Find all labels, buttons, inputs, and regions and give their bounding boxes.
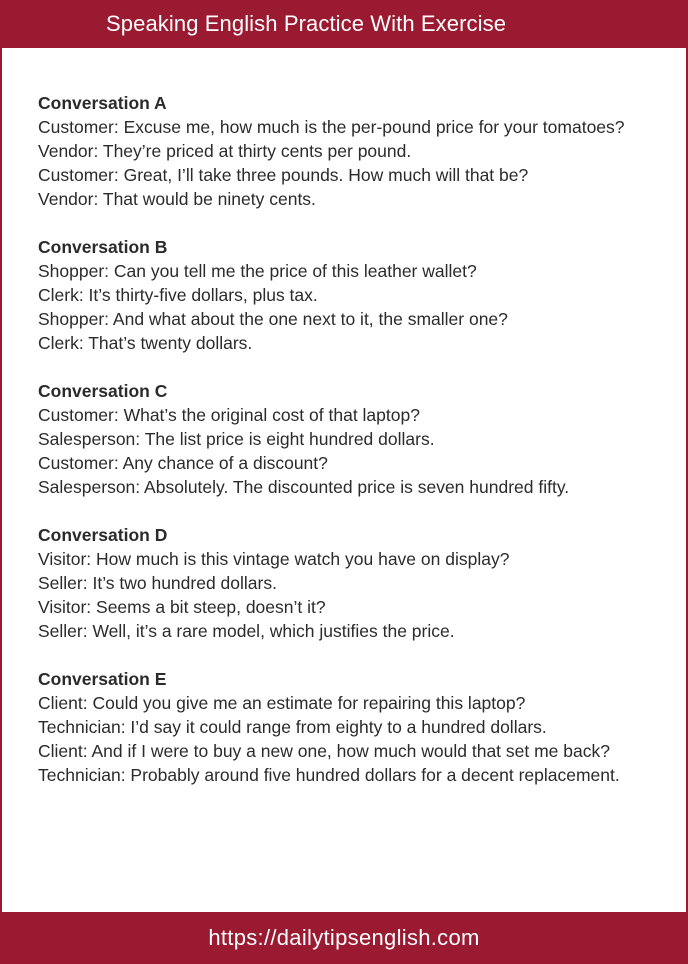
conversation-c	[38, 379, 676, 499]
conversation-list	[38, 91, 676, 811]
dialogue-line: Vendor: That would be ninety cents.	[38, 189, 316, 209]
dialogue-line: Customer: Great, I’ll take three pounds. How much will that be?	[38, 165, 529, 185]
dialogue-line: Customer: Any chance of a discount?	[38, 453, 328, 473]
footer-banner	[2, 912, 686, 964]
dialogue-line: Clerk: That’s twenty dollars.	[38, 333, 253, 353]
conversation-title: Conversation C	[38, 381, 168, 401]
dialogue-line: Client: And if I were to buy a new one, how much would that set me back?	[38, 741, 610, 761]
dialogue-line: Shopper: And what about the one next to it, the smaller one?	[38, 309, 508, 329]
conversation-e	[38, 667, 676, 787]
dialogue-line: Technician: I’d say it could range from eighty to a hundred dollars.	[38, 717, 547, 737]
dialogue-line: Shopper: Can you tell me the price of this leather wallet?	[38, 261, 477, 281]
dialogue-line: Client: Could you give me an estimate for repairing this laptop?	[38, 693, 526, 713]
dialogue-line: Visitor: How much is this vintage watch you have on display?	[38, 549, 510, 569]
page-title-banner	[2, 0, 686, 48]
dialogue-line: Visitor: Seems a bit steep, doesn’t it?	[38, 597, 326, 617]
conversation-d	[38, 523, 676, 643]
website-url: https://dailytipsenglish.com	[208, 925, 480, 950]
dialogue-line: Clerk: It’s thirty-five dollars, plus tax.	[38, 285, 318, 305]
dialogue-line: Customer: Excuse me, how much is the per-pound price for your tomatoes?	[38, 117, 625, 137]
conversation-title: Conversation A	[38, 93, 167, 113]
conversation-b	[38, 235, 676, 355]
conversation-title: Conversation E	[38, 669, 167, 689]
dialogue-line: Technician: Probably around five hundred dollars for a decent replacement.	[38, 765, 620, 785]
dialogue-line: Seller: Well, it’s a rare model, which justifies the price.	[38, 621, 455, 641]
dialogue-line: Seller: It’s two hundred dollars.	[38, 573, 277, 593]
dialogue-line: Salesperson: Absolutely. The discounted price is seven hundred fifty.	[38, 477, 570, 497]
dialogue-line: Customer: What’s the original cost of that laptop?	[38, 405, 420, 425]
dialogue-line: Vendor: They’re priced at thirty cents per pound.	[38, 141, 412, 161]
conversation-title: Conversation B	[38, 237, 168, 257]
conversation-a	[38, 91, 676, 211]
conversation-title: Conversation D	[38, 525, 168, 545]
dialogue-line: Salesperson: The list price is eight hundred dollars.	[38, 429, 435, 449]
page-title: Speaking English Practice With Exercise	[106, 11, 507, 36]
